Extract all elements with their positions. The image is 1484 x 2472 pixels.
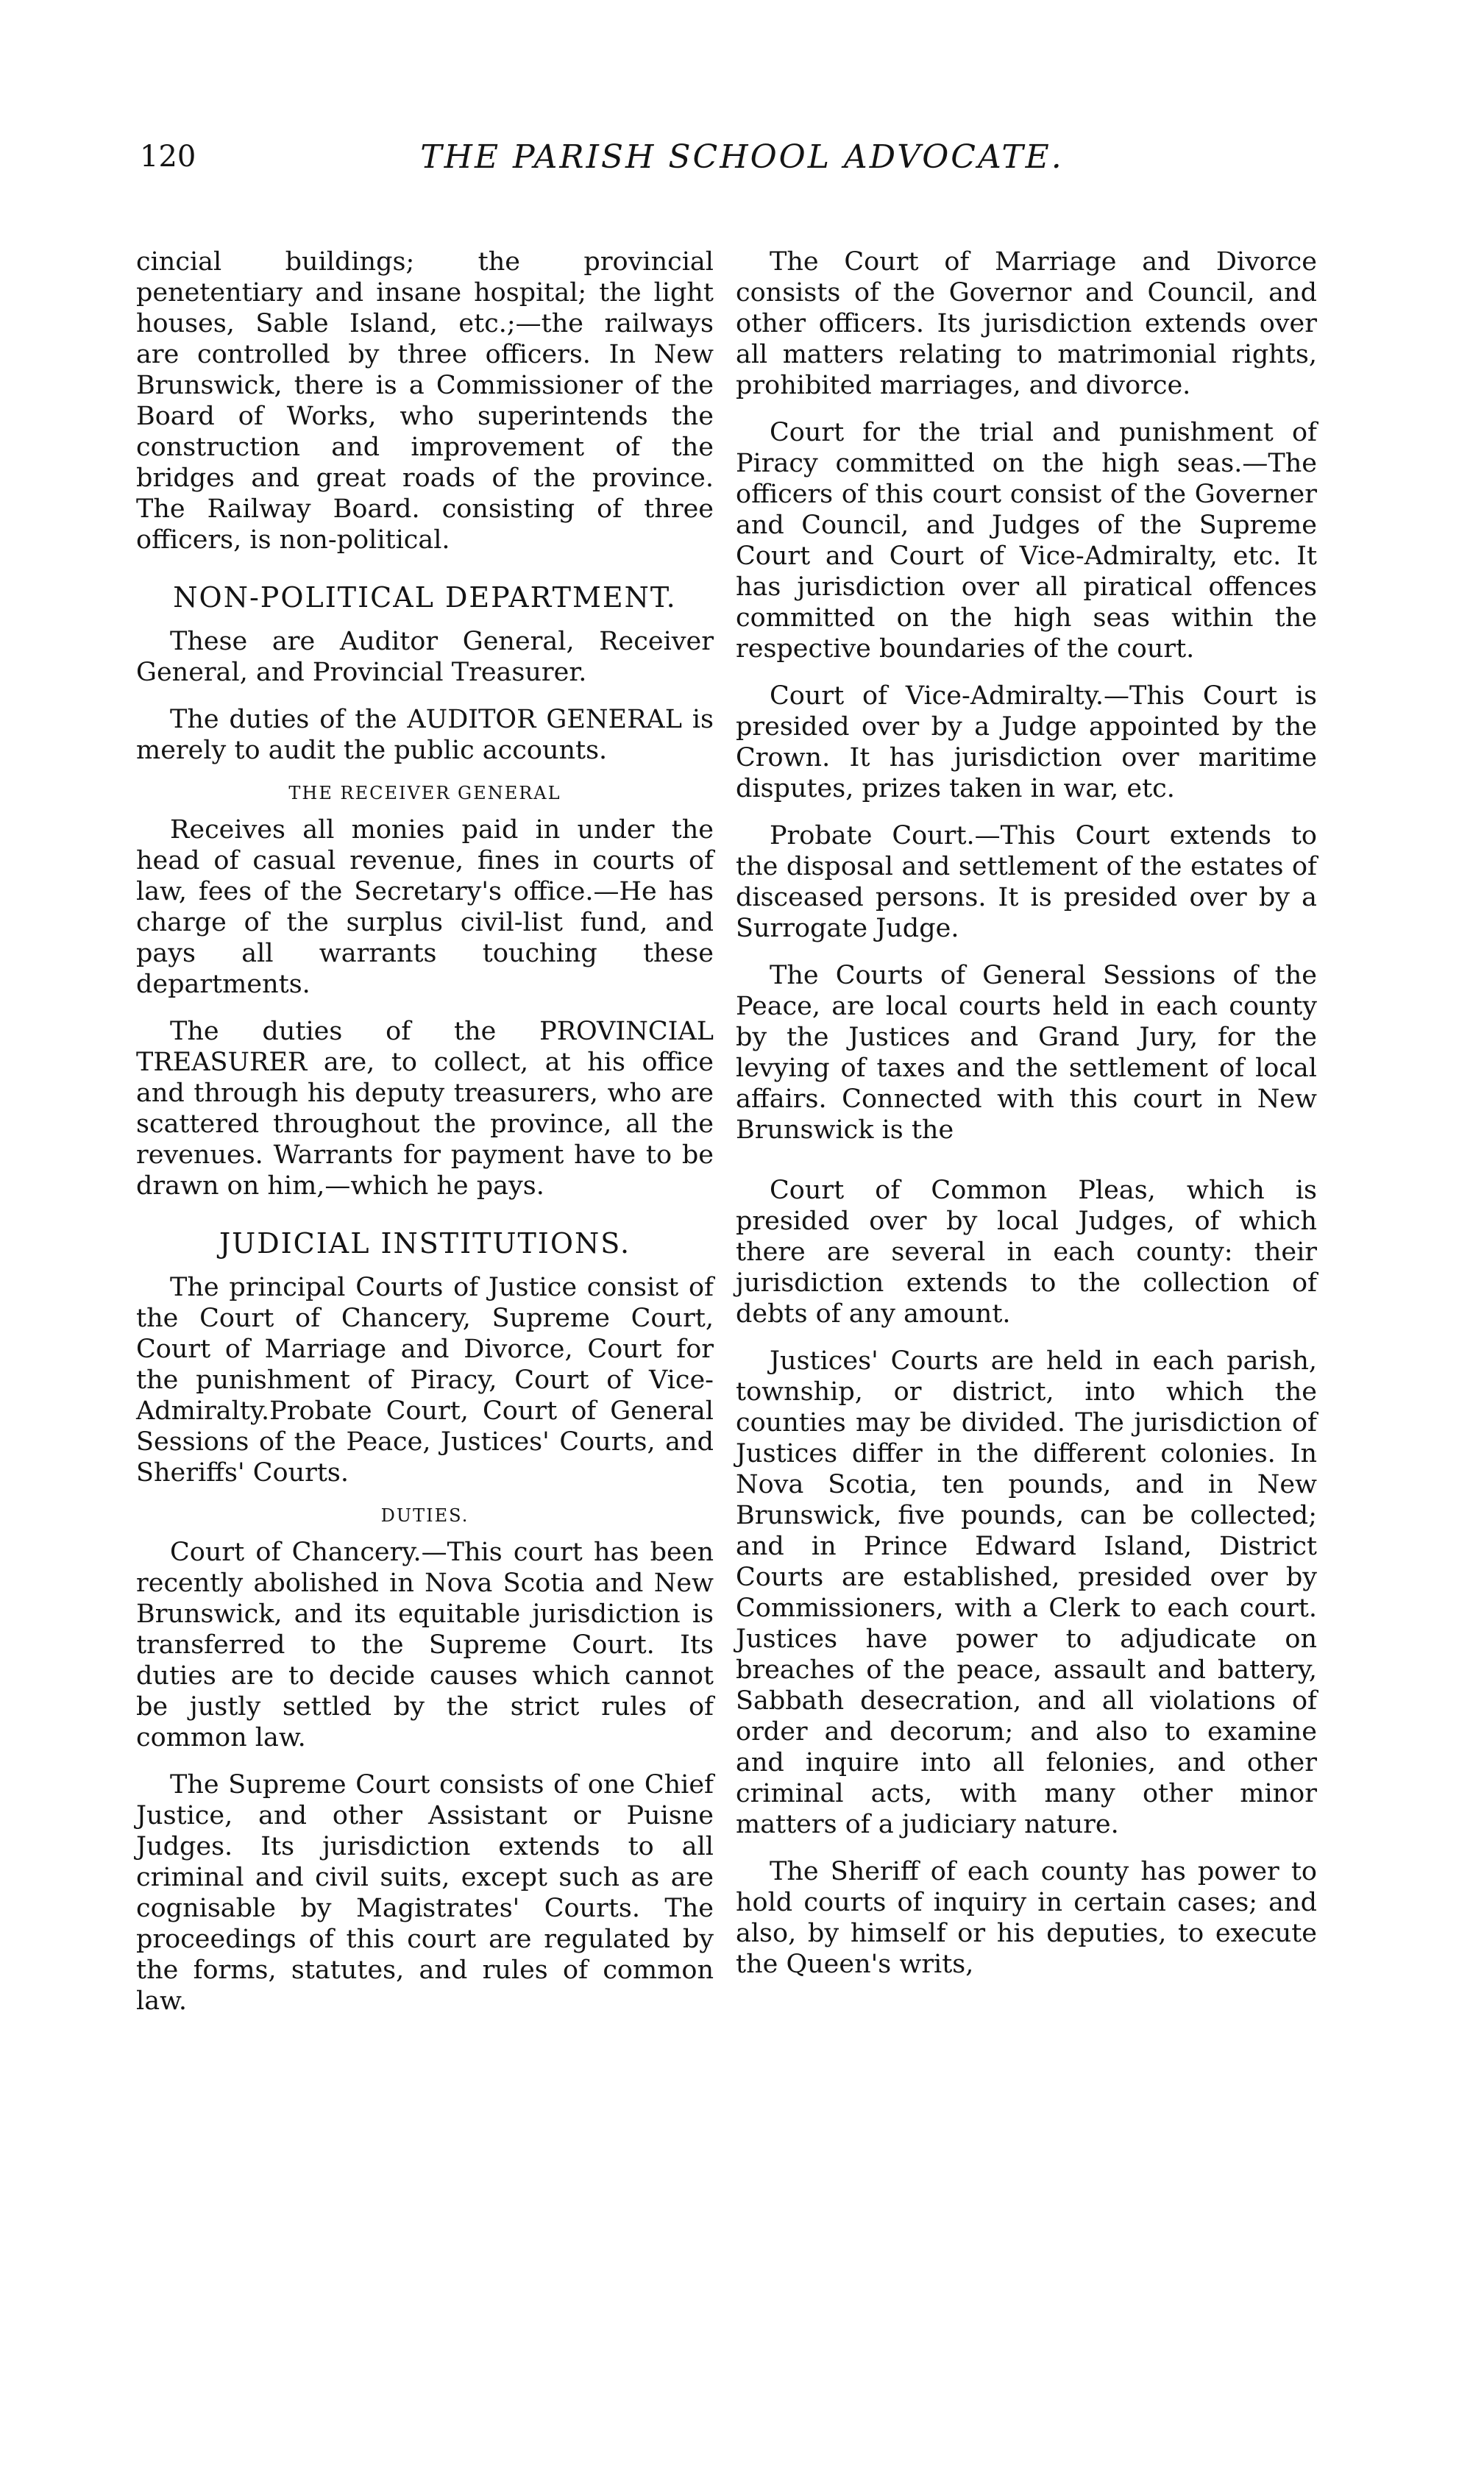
paragraph: The principal Courts of Justice consist of the Court of Chancery, Supreme Court, Court of Marriage and Divorce, Court for the punishment of Piracy, Court of Vice-Admiralty.Probate Court, Court of General Sessions of the Peace, Justices' Courts, and Sheriffs' Courts. xyxy=(136,1273,714,1488)
paragraph: The duties of the PROVINCIAL TREASURER are, to collect, at his office and through his deputy treasurers, who are scattered throughout the province, all the revenues. Warrants for payment have to be drawn on him,—which he pays. xyxy=(136,1017,714,1201)
paragraph: Court of Vice-Admiralty.—This Court is presided over by a Judge appointed by the Crown. It has jurisdiction over maritime disputes, prizes taken in war, etc. xyxy=(736,681,1317,803)
paragraph: Receives all monies paid in under the head of casual revenue, fines in courts of law, fees of the Secretary's office.—He has charge of the surplus civil-list fund, and pays all warrants touching these departments. xyxy=(136,815,714,999)
paragraph: Court for the trial and punishment of Piracy committed on the high seas.—The officers of this court consist of the Governer and Council, and Judges of the Supreme Court and Court of Vice-Admiralty, etc. It has jurisdiction over all piratical offences committed on the high seas within the respective boundaries of the court. xyxy=(736,418,1317,664)
section-heading-judicial: JUDICIAL INSTITUTIONS. xyxy=(219,1227,631,1260)
right-column xyxy=(736,246,1317,1996)
page-number: 120 xyxy=(140,140,196,174)
paragraph: cincial buildings; the provincial penetentiary and insane hospital; the light houses, Sable Island, etc.;—the railways are controlled by three officers. In New Brunswick, there is a Commissioner of the Board of Works, who superintends the construction and improvement of the bridges and great roads of the province. The Railway Board. consisting of three officers, is non-political. xyxy=(136,247,714,555)
paragraph: Court of Common Pleas, which is presided over by local Judges, of which there are several in each county: their jurisdiction extends to the collection of debts of any amount. xyxy=(736,1176,1317,1329)
paragraph: The duties of the AUDITOR GENERAL is merely to audit the public accounts. xyxy=(136,705,714,765)
paragraph: The Supreme Court consists of one Chief Justice, and other Assistant or Puisne Judges. Its jurisdiction extends to all criminal and civil suits, except such as are cognisable by Magistrates' Courts. The proceedings of this court are regulated by the forms, statutes, and rules of common law. xyxy=(136,1770,714,2016)
paragraph: Court of Chancery.—This court has been recently abolished in Nova Scotia and New Brunswick, and its equitable jurisdiction is transferred to the Supreme Court. Its duties are to decide causes which cannot be justly settled by the strict rules of common law. xyxy=(136,1538,714,1752)
paragraph: The Sheriff of each county has power to hold courts of inquiry in certain cases; and also, by himself or his deputies, to execute the Queen's writs, xyxy=(736,1857,1317,1979)
paragraph: The Courts of General Sessions of the Peace, are local courts held in each county by the Justices and Grand Jury, for the levying of taxes and the settlement of local affairs. Connected with this court in New Brunswick is the xyxy=(736,961,1317,1145)
paragraph: The Court of Marriage and Divorce consists of the Governor and Council, and other officers. Its jurisdiction extends over all matters relating to matrimonial rights, prohibited marriages, and divorce. xyxy=(736,247,1317,400)
section-heading-non-political: NON-POLITICAL DEPARTMENT. xyxy=(173,581,677,614)
paragraph: Justices' Courts are held in each parish, township, or district, into which the counties may be divided. The jurisdiction of Justices differ in the different colonies. In Nova Scotia, ten pounds, and in New Brunswick, five pounds, can be collected; and in Prince Edward Island, District Courts are established, presided over by Commissioners, with a Clerk to each court. Justices have power to adjudicate on breaches of the peace, assault and battery, Sabbath desecration, and all violations of order and decorum; and also to examine and inquire into all felonies, and other criminal acts, with many other minor matters of a judiciary nature. xyxy=(736,1346,1317,1839)
subheading-duties: DUTIES. xyxy=(380,1505,469,1526)
subheading-receiver-general: THE RECEIVER GENERAL xyxy=(288,783,561,803)
paragraph: These are Auditor General, Receiver General, and Provincial Treasurer. xyxy=(136,627,714,687)
running-head: THE PARISH SCHOOL ADVOCATE. xyxy=(420,138,1064,176)
paragraph: Probate Court.—This Court extends to the disposal and settlement of the estates of disceased persons. It is presided over by a Surrogate Judge. xyxy=(736,821,1317,943)
left-column xyxy=(136,246,714,2033)
